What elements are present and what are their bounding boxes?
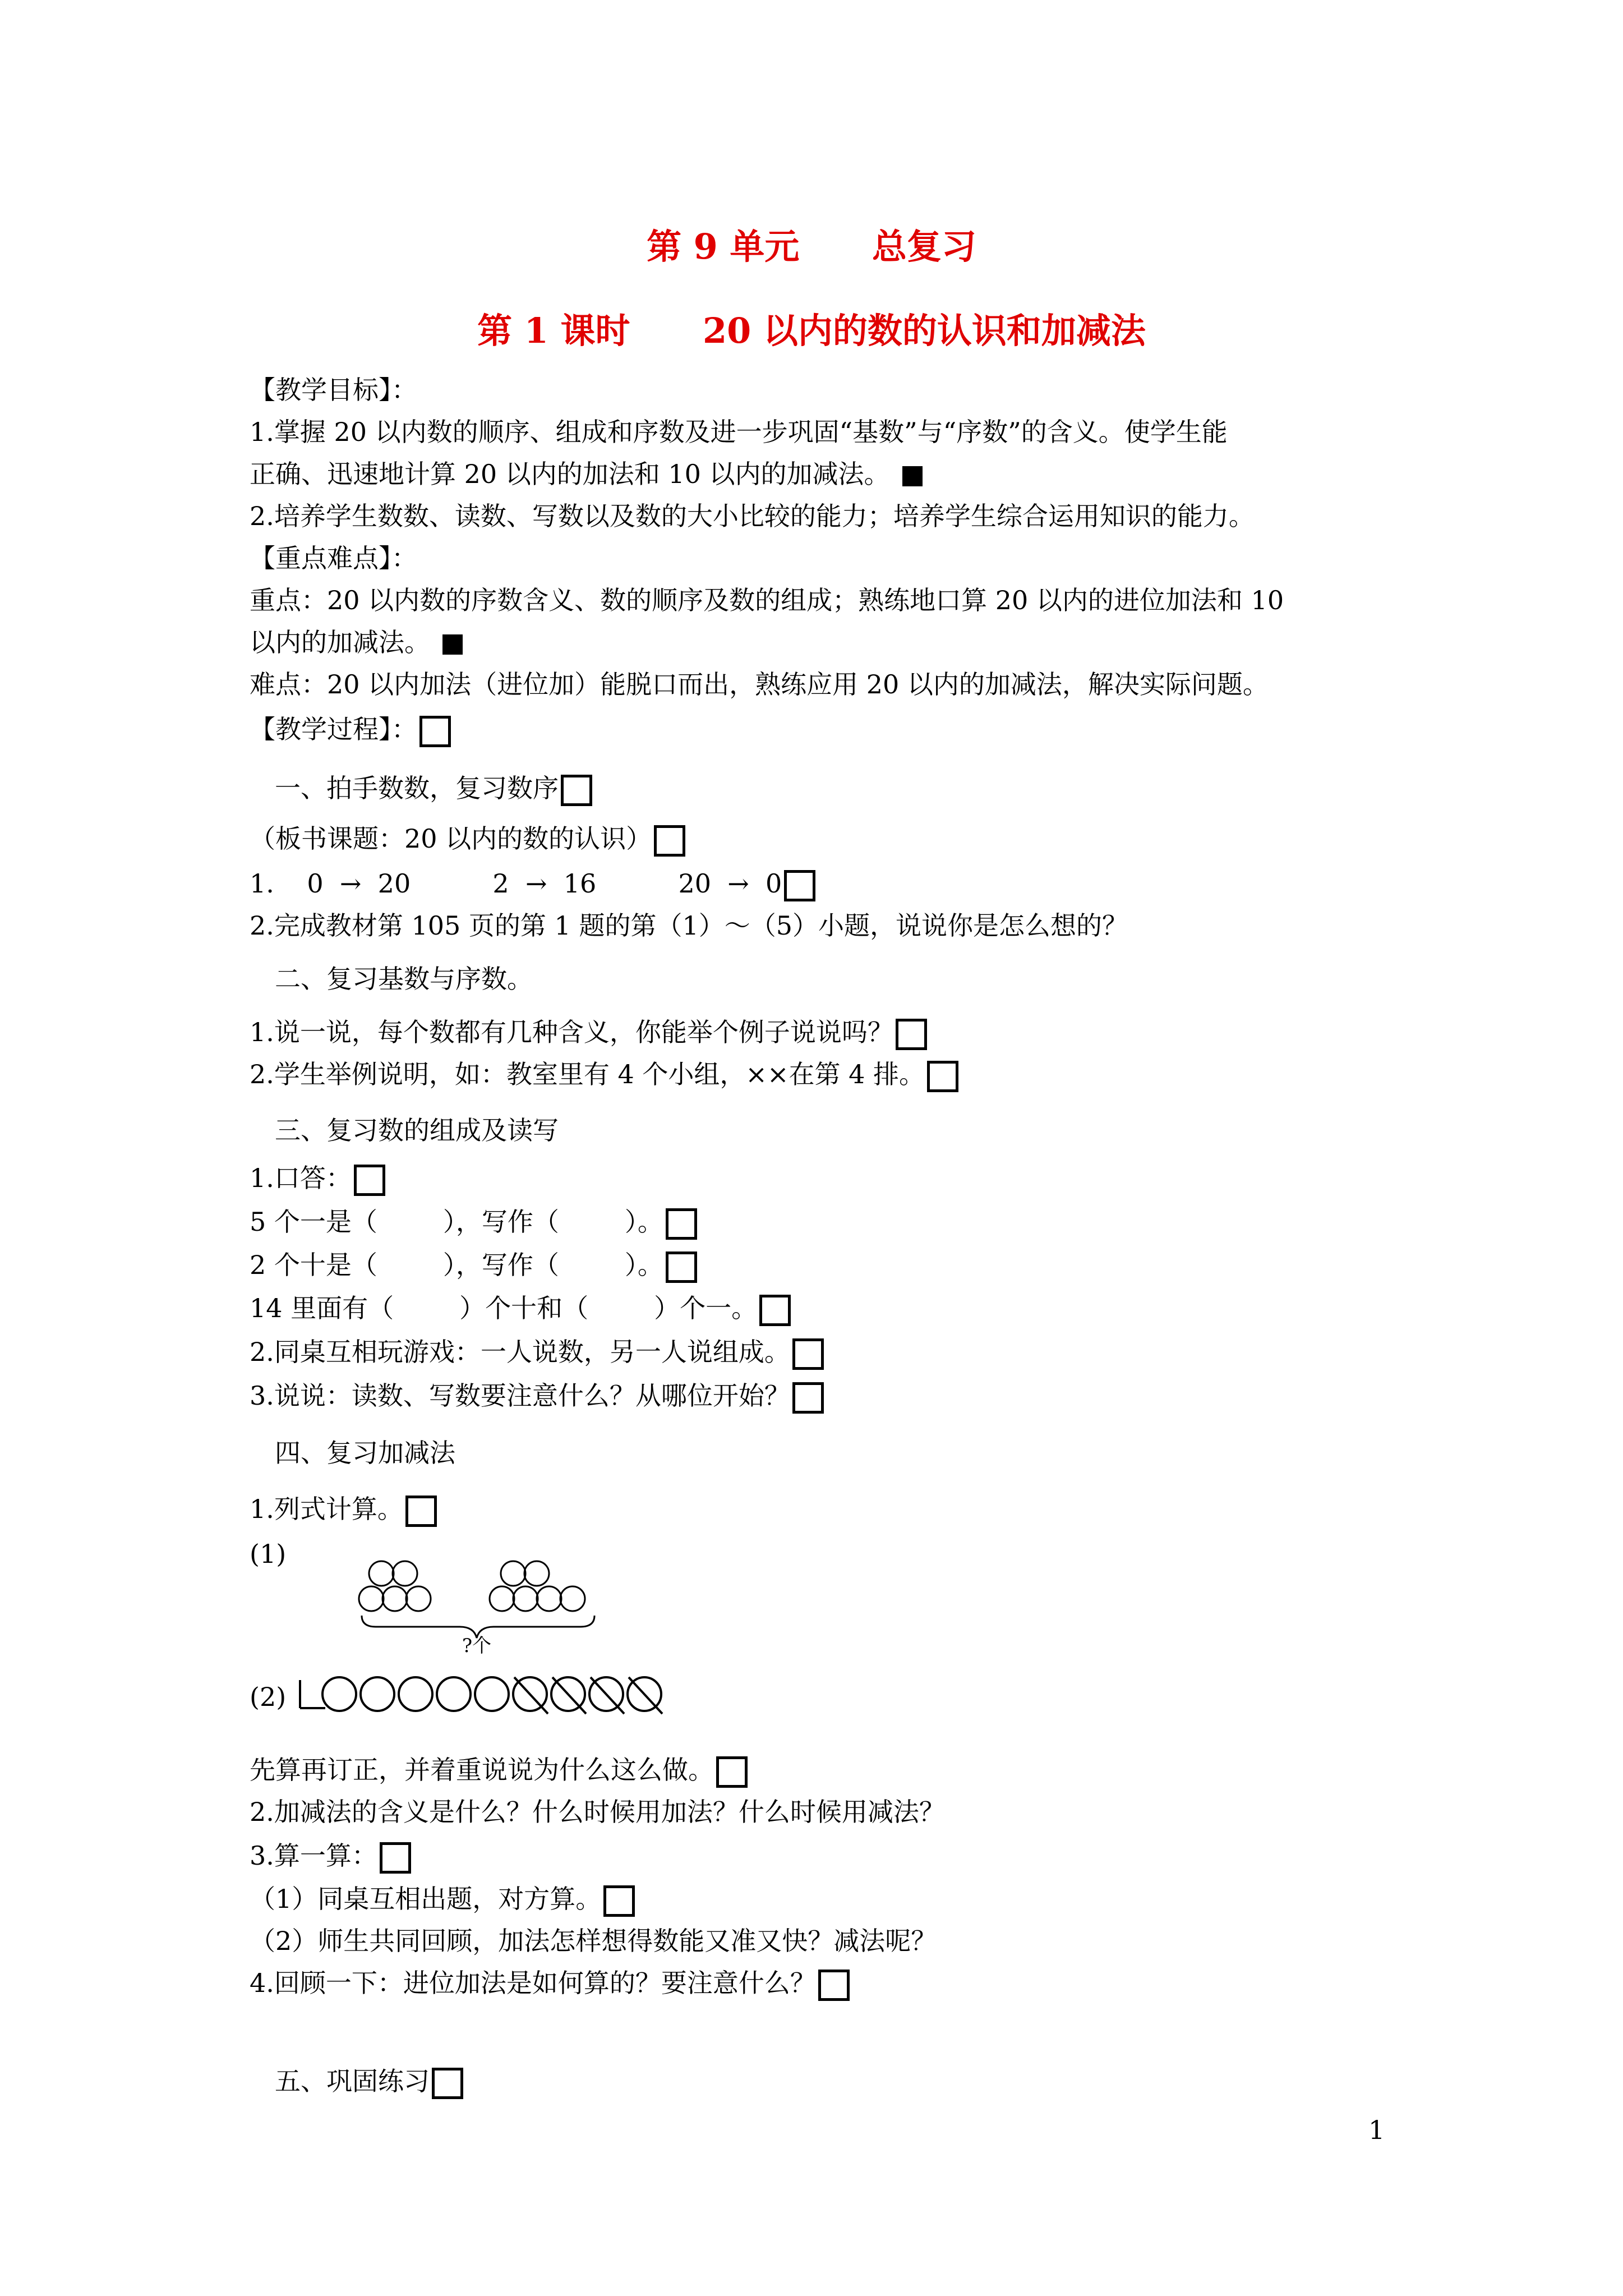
line-text: 1.口答： [250, 1163, 352, 1193]
square-mark-icon [442, 634, 463, 655]
line-text: (1) [250, 1539, 287, 1569]
line-text: 2.同桌互相玩游戏：一人说数，另一人说组成。 [250, 1337, 790, 1367]
text-line [250, 1537, 286, 1571]
apples-figure [359, 1548, 611, 1655]
line-text: (2) [250, 1682, 287, 1712]
crossed-apples-figure [294, 1669, 681, 1719]
heading-text: 【教学目标】： [250, 375, 417, 405]
line-text: 2.培养学生数数、读数、写数以及数的大小比较的能力；培养学生综合运用知识的能力。 [250, 501, 1255, 531]
checkbox-box [354, 1165, 385, 1196]
checkbox-box [927, 1061, 958, 1092]
heading-text: 一、拍手数数，复习数序 [275, 773, 559, 803]
checkbox-box [818, 1970, 850, 2001]
section-heading [275, 2064, 463, 2099]
text-line [250, 1205, 697, 1240]
line-text: 2 个十是（ ），写作（ ）。 [250, 1250, 663, 1280]
heading-text: 三、复习数的组成及读写 [275, 1115, 559, 1145]
square-mark-icon [902, 466, 923, 486]
text-line [250, 415, 1228, 449]
line-text: （板书课题：20 以内的数的认识） [250, 823, 652, 854]
text-line [250, 822, 685, 857]
line-text: 14 里面有（ ）个十和（ ）个一。 [250, 1293, 758, 1323]
checkbox-box [380, 1842, 411, 1874]
section-heading [250, 541, 417, 575]
text-line [250, 1795, 945, 1829]
line-text: 正确、迅速地计算 20 以内的加法和 10 以内的加减法。 [250, 459, 890, 489]
text-line [250, 1753, 748, 1788]
text-line [250, 1924, 937, 1958]
line-text: 2.完成教材第 105 页的第 1 题的第（1）～（5）小题，说说你是怎么想的？ [250, 910, 1128, 941]
checkbox-box [405, 1496, 437, 1527]
checkbox-box [896, 1019, 927, 1050]
line-text: 2.加减法的含义是什么？什么时候用加法？什么时候用减法？ [250, 1797, 945, 1827]
line-text: 3.说说：读数、写数要注意什么？从哪位开始？ [250, 1381, 790, 1411]
section-heading [275, 962, 533, 996]
line-text: 以内的加减法。 [250, 627, 430, 657]
text-line [250, 668, 1269, 701]
line-text: 难点：20 以内加法（进位加）能脱口而出，熟练应用 20 以内的加减法，解决实际问题。 [250, 669, 1269, 700]
text-line [250, 1492, 437, 1527]
brace-label: ?个 [462, 1635, 492, 1657]
text-line [250, 1966, 850, 2001]
line-text: （2）师生共同回顾，加法怎样想得数能又准又快？减法呢？ [250, 1926, 937, 1956]
section-heading [275, 771, 592, 806]
text-line [250, 583, 1284, 617]
line-text: 4.回顾一下：进位加法是如何算的？要注意什么？ [250, 1968, 816, 1998]
heading-text: 四、复习加减法 [275, 1438, 455, 1468]
text-line [250, 1335, 824, 1370]
line-text: 1. 0 → 20 2 → 16 20 → 0 [250, 868, 782, 899]
lesson-title: 第 1 课时 20 以内的数的认识和加减法 [477, 310, 1146, 351]
section-heading [250, 712, 451, 747]
page-number: 1 [1368, 2115, 1385, 2145]
text-line [250, 909, 1128, 942]
checkbox-box [759, 1295, 791, 1326]
text-line [250, 1161, 385, 1196]
checkbox-box [666, 1208, 697, 1240]
text-line [250, 867, 815, 901]
line-text: 3.算一算： [250, 1841, 377, 1871]
line-text: 1.掌握 20 以内数的顺序、组成和序数及进一步巩固“基数”与“序数”的含义。使学生能 [250, 417, 1228, 447]
text-line [250, 625, 463, 659]
text-line [250, 1291, 791, 1326]
line-text: 1.说一说，每个数都有几种含义，你能举个例子说说吗？ [250, 1017, 893, 1047]
text-line [250, 1248, 697, 1283]
heading-text: 【重点难点】： [250, 543, 417, 573]
text-line [250, 499, 1255, 533]
line-text: 重点：20 以内数的序数含义、数的顺序及数的组成；熟练地口算 20 以内的进位加法和 10 [250, 585, 1284, 615]
text-line [250, 457, 923, 491]
line-text: 5 个一是（ ），写作（ ）。 [250, 1207, 663, 1237]
checkbox-box [792, 1382, 824, 1414]
text-line [250, 1680, 286, 1714]
line-text: 1.列式计算。 [250, 1494, 403, 1524]
section-heading [250, 373, 417, 407]
section-heading [275, 1436, 455, 1470]
line-text: 先算再订正，并着重说说为什么这么做。 [250, 1755, 714, 1785]
line-text: 2.学生举例说明，如：教室里有 4 个小组，××在第 4 排。 [250, 1059, 925, 1089]
unit-title: 第 9 单元 总复习 [647, 226, 976, 267]
text-line [250, 1882, 635, 1917]
checkbox-box [716, 1756, 748, 1788]
heading-text: 二、复习基数与序数。 [275, 964, 533, 994]
checkbox-box [784, 870, 815, 901]
checkbox-box [792, 1338, 824, 1370]
checkbox-box [432, 2068, 463, 2099]
checkbox-box [419, 716, 451, 747]
checkbox-box [666, 1251, 697, 1283]
line-text: （1）同桌互相出题，对方算。 [250, 1884, 602, 1914]
heading-text: 五、巩固练习 [275, 2066, 430, 2096]
section-heading [275, 1114, 559, 1147]
checkbox-box [561, 775, 592, 806]
checkbox-box [603, 1885, 635, 1917]
text-line [250, 1379, 824, 1414]
checkbox-box [654, 825, 685, 857]
text-line [250, 1015, 927, 1050]
heading-text: 【教学过程】： [250, 714, 417, 744]
text-line [250, 1839, 411, 1874]
text-line [250, 1057, 958, 1092]
